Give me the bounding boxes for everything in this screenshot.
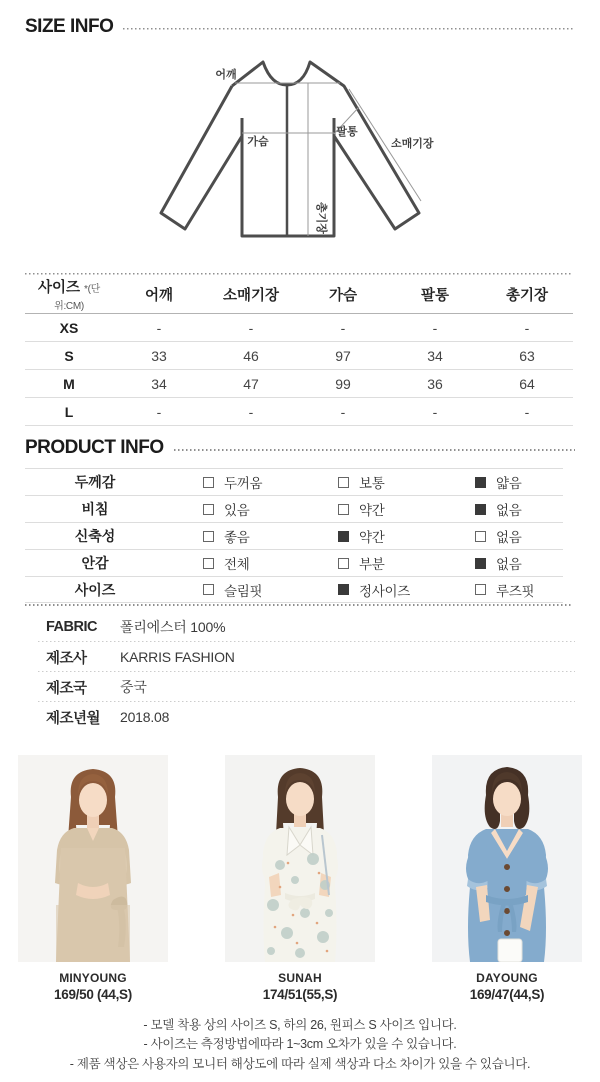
attribute-label: 안감 [81,555,109,571]
size-table-unit: *(단위:CM) [54,284,101,312]
value-cell: - [481,398,573,426]
product-attributes-table [25,468,563,603]
value-cell: - [205,314,297,342]
fabric-value: 폴리에스터 100% [120,619,226,635]
size-cell: XS [25,314,113,342]
manufacture-date-row [38,702,575,732]
value-cell: 46 [205,342,297,370]
model-photo [225,755,375,962]
attribute-row-thickness [25,468,563,495]
manufacture-date-label: 제조년월 [46,710,101,727]
diagram-label-chest: 가슴 [247,136,269,148]
checkbox-icon [475,584,486,595]
attribute-row-fit [25,576,563,603]
model-card-sunah [225,755,375,1002]
attribute-option: 약간 [338,523,384,549]
manufacturer-label: 제조사 [46,650,87,667]
diagram-label-arm: 팔통 [336,126,358,138]
size-table-row [25,398,573,426]
value-cell: - [205,398,297,426]
header-dotted-line [123,28,575,30]
checkbox-icon [338,531,349,542]
product-info-title: PRODUCT INFO [25,437,164,458]
checkbox-icon [475,477,486,488]
value-cell: - [389,398,481,426]
checkbox-icon [203,504,214,515]
checkbox-icon [338,504,349,515]
value-cell: 34 [389,342,481,370]
model-photo [18,755,168,962]
size-info-title: SIZE INFO [25,16,114,37]
checkbox-icon [475,531,486,542]
footer-notes [0,1016,600,1074]
product-info-header [25,437,575,459]
value-cell: 97 [297,342,389,370]
value-cell: 63 [481,342,573,370]
checkbox-icon [338,558,349,569]
size-cell: M [25,370,113,398]
header-dotted-line [174,449,575,451]
note-line: - 사이즈는 측정방법에따라 1~3cm 오차가 있을 수 있습니다. [143,1037,457,1052]
model-name: MINYOUNG [59,971,127,985]
attribute-option: 슬림핏 [203,577,262,602]
checkbox-icon [203,584,214,595]
diagram-label-sleeve: 소매기장 [391,138,434,150]
attribute-option: 있음 [203,496,249,522]
garment-measure-diagram [148,56,460,258]
attribute-option: 전체 [203,550,249,576]
checkbox-icon [203,531,214,542]
note-line: - 모델 착용 상의 사이즈 S, 하의 26, 원피스 S 사이즈 입니다. [143,1018,457,1032]
attribute-option: 없음 [475,523,521,549]
model-name: SUNAH [278,971,322,985]
model-name: DAYOUNG [476,971,538,985]
value-cell: - [389,314,481,342]
attribute-row-sheerness [25,495,563,522]
checkbox-icon [338,584,349,595]
manufacturer-value: KARRIS FASHION [120,649,235,665]
size-table-row [25,314,573,342]
value-cell: - [113,314,205,342]
value-cell: 36 [389,370,481,398]
size-table-row [25,342,573,370]
size-table-row [25,370,573,398]
attribute-option: 얇음 [475,469,521,495]
size-table-header-row [25,276,573,314]
country-row [38,672,575,702]
attribute-option: 정사이즈 [338,577,410,602]
model-card-dayoung [432,755,582,1002]
attribute-row-stretch [25,522,563,549]
size-info-header [25,16,575,38]
jacket-outline-left [161,86,242,229]
size-table-header-size: 사이즈 *(단위:CM) [25,276,113,314]
diagram-label-shoulder: 어깨 [215,69,237,81]
attribute-label: 신축성 [74,528,116,544]
attribute-row-lining [25,549,563,576]
attribute-option: 두꺼움 [203,469,262,495]
checkbox-icon [203,477,214,488]
attribute-option: 보통 [338,469,384,495]
checkbox-icon [338,477,349,488]
fabric-label: FABRIC [46,619,97,635]
checkbox-icon [475,504,486,515]
attribute-option: 없음 [475,550,521,576]
attribute-option: 약간 [338,496,384,522]
size-table-header-col: 총기장 [481,276,573,314]
size-table-header-col: 가슴 [297,276,389,314]
model-card-minyoung [18,755,168,1002]
size-cell: L [25,398,113,426]
value-cell: 99 [297,370,389,398]
value-cell: - [113,398,205,426]
attribute-option: 좋음 [203,523,249,549]
note-line: - 제품 색상은 사용자의 모니터 해상도에 따라 실제 색상과 다소 차이가 있을 수 있습니다. [69,1056,531,1071]
manufacture-date-value: 2018.08 [120,709,170,725]
size-table-header-col: 팔통 [389,276,481,314]
attribute-option: 없음 [475,496,521,522]
checkbox-icon [203,558,214,569]
model-stats: 169/50 (44,S) [54,987,132,1002]
model-stats: 174/51(55,S) [262,987,338,1002]
value-cell: - [297,314,389,342]
attribute-label: 두께감 [74,474,116,490]
model-photo [432,755,582,962]
model-stats: 169/47(44,S) [469,987,545,1002]
size-table-header-col: 소매기장 [205,276,297,314]
country-label: 제조국 [46,680,87,697]
attribute-option: 루즈핏 [475,577,534,602]
value-cell: 34 [113,370,205,398]
value-cell: - [297,398,389,426]
country-value: 중국 [120,679,147,695]
fabric-info-table [38,612,575,732]
diagram-label-total-length: 총기장 [315,202,327,234]
attribute-label: 비침 [81,501,109,517]
value-cell: 64 [481,370,573,398]
checkbox-icon [475,558,486,569]
value-cell: - [481,314,573,342]
value-cell: 47 [205,370,297,398]
value-cell: 33 [113,342,205,370]
manufacturer-row [38,642,575,672]
size-cell: S [25,342,113,370]
size-table-header-col: 어깨 [113,276,205,314]
attribute-option: 부분 [338,550,384,576]
fabric-row [38,612,575,642]
attribute-label: 사이즈 [74,581,116,598]
size-table [25,271,573,426]
section-dotted-divider [25,604,573,606]
